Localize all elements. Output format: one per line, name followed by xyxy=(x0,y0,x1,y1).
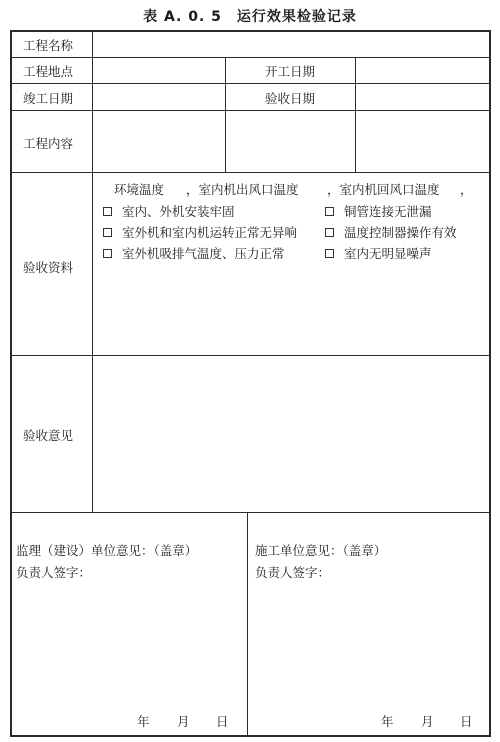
row-divider xyxy=(10,172,490,173)
row-divider xyxy=(10,110,490,111)
checklist-item[interactable] xyxy=(325,202,432,220)
label-start-date: 开工日期 xyxy=(265,64,316,79)
checklist-item[interactable] xyxy=(103,244,285,262)
row-divider xyxy=(10,512,490,513)
supervisor-responsible-signature-label: 负责人签字： xyxy=(16,565,92,580)
contractor-opinion-label: 施工单位意见：（盖章） xyxy=(255,543,387,558)
checklist-item-label: 室外机和室内机运转正常无异响 xyxy=(122,225,298,240)
table-border-right xyxy=(489,30,491,737)
supervisor-opinion-label: 监理（建设）单位意见：（盖章） xyxy=(16,543,198,558)
checkbox-icon[interactable] xyxy=(103,249,112,258)
checkbox-icon[interactable] xyxy=(103,207,112,216)
checklist-item-label: 室外机吸排气温度、压力正常 xyxy=(122,246,285,261)
label-acceptance-materials: 验收资料 xyxy=(23,260,74,275)
contractor-responsible-signature-label: 负责人签字： xyxy=(255,565,331,580)
row-divider xyxy=(10,355,490,356)
label-completion-date: 竣工日期 xyxy=(23,91,74,106)
checkbox-icon[interactable] xyxy=(325,228,334,237)
label-project-content: 工程内容 xyxy=(23,136,74,151)
left-date-year: 年 xyxy=(137,714,150,729)
checkbox-icon[interactable] xyxy=(325,207,334,216)
table-border-left xyxy=(10,30,12,737)
label-acceptance-opinion: 验收意见 xyxy=(23,428,74,443)
checklist-item-label: 室内无明显噪声 xyxy=(344,246,432,261)
row-divider xyxy=(10,57,490,58)
checkbox-icon[interactable] xyxy=(103,228,112,237)
return-temperature-label: ，室内机回风口温度 xyxy=(327,182,440,197)
middle-column-divider xyxy=(225,57,226,172)
checklist-item-label: 温度控制器操作有效 xyxy=(344,225,457,240)
label-project-location: 工程地点 xyxy=(23,64,74,79)
label-acceptance-date: 验收日期 xyxy=(265,91,316,106)
table-border-bottom xyxy=(10,735,491,737)
outlet-temperature-label: ，室内机出风口温度 xyxy=(186,182,299,197)
signature-divider xyxy=(247,512,248,736)
checklist-item[interactable] xyxy=(325,223,457,241)
right-date-day: 日 xyxy=(460,714,473,729)
checklist-item[interactable] xyxy=(325,244,432,262)
left-date-month: 月 xyxy=(177,714,190,729)
checkbox-icon[interactable] xyxy=(325,249,334,258)
checklist-item-label: 铜管连接无泄漏 xyxy=(344,204,432,219)
temperature-trailing-comma: ， xyxy=(460,182,473,197)
label-project-name: 工程名称 xyxy=(23,38,74,53)
value-column-divider xyxy=(355,57,356,172)
left-date-day: 日 xyxy=(216,714,229,729)
checklist-item[interactable] xyxy=(103,223,297,241)
label-column-divider xyxy=(92,30,93,512)
right-date-month: 月 xyxy=(421,714,434,729)
checklist-item[interactable] xyxy=(103,202,235,220)
checklist-item-label: 室内、外机安装牢固 xyxy=(122,204,235,219)
right-date-year: 年 xyxy=(381,714,394,729)
row-divider xyxy=(10,83,490,84)
document-title: 表 A. 0. 5 运行效果检验记录 xyxy=(143,9,357,25)
table-border-top xyxy=(10,30,491,32)
env-temperature-label: 环境温度 xyxy=(114,182,165,197)
